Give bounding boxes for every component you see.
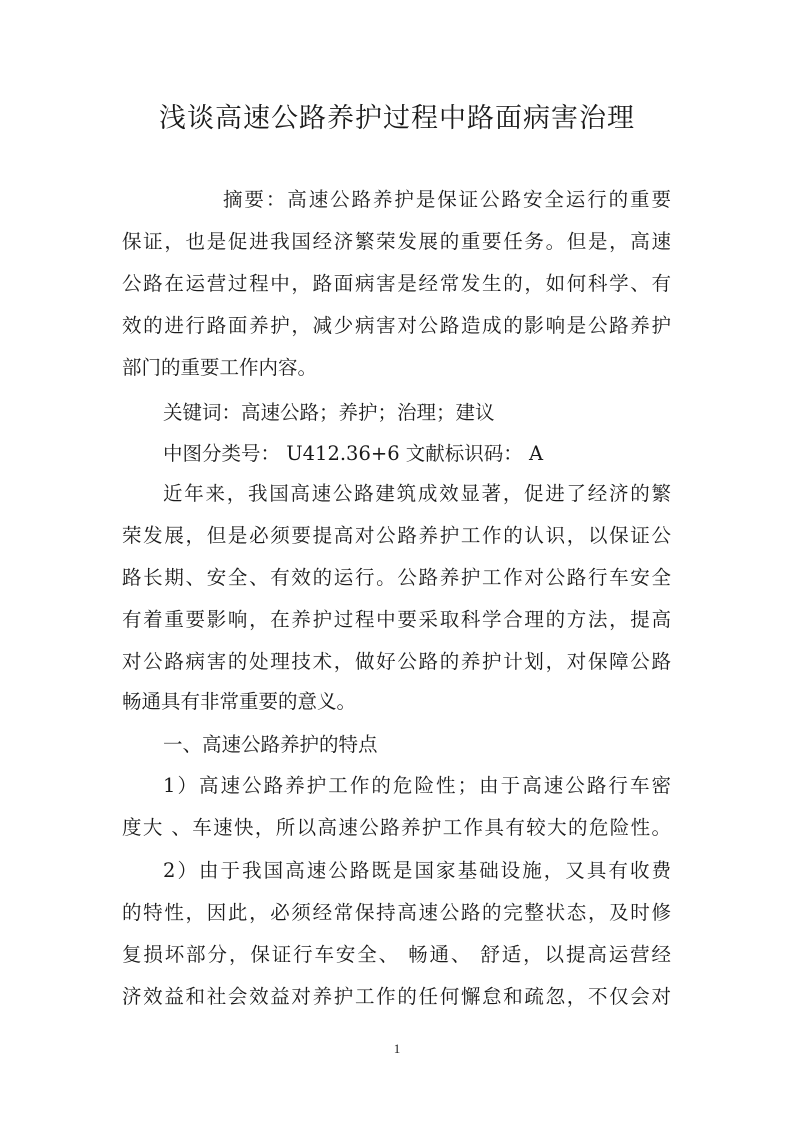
intro-line: 路长期、安全、有效的运行。公路养护工作对公路行车安全 (122, 566, 671, 589)
intro-line: 有着重要影响，在养护过程中要采取科学合理的方法，提高 (122, 608, 671, 631)
section-heading: 一、高速公路养护的特点 (163, 733, 378, 756)
abstract-line: 保证，也是促进我国经济繁荣发展的重要任务。但是，高速 (122, 230, 671, 253)
keywords-line: 关键词：高速公路；养护；治理；建议 (163, 401, 495, 424)
point-line: 2）由于我国高速公路既是国家基础设施，又具有收费 (163, 859, 671, 882)
abstract-line: 效的进行路面养护，减少病害对公路造成的影响是公路养护 (122, 314, 671, 337)
point-line: 的特性，因此，必须经常保持高速公路的完整状态，及时修 (122, 901, 671, 924)
intro-line: 畅通具有非常重要的意义。 (122, 690, 357, 713)
abstract-line: 摘要：高速公路养护是保证公路安全运行的重要 (223, 188, 671, 211)
intro-line: 对公路病害的处理技术，做好公路的养护计划，对保障公路 (122, 650, 671, 673)
intro-line: 近年来，我国高速公路建筑成效显著，促进了经济的繁 (163, 482, 671, 505)
abstract-line: 公路在运营过程中，路面病害是经常发生的，如何科学、有 (122, 272, 671, 295)
point-line: 济效益和社会效益对养护工作的任何懈怠和疏忽，不仅会对 (122, 985, 671, 1008)
intro-line: 荣发展，但是必须要提高对公路养护工作的认识，以保证公 (122, 524, 671, 547)
point-line: 度大 、车速快，所以高速公路养护工作具有较大的危险性。 (122, 816, 671, 839)
abstract-line: 部门的重要工作内容。 (122, 356, 318, 379)
page-number: 1 (393, 1041, 401, 1056)
classification-line: 中图分类号： U412.36+6 文献标识码： A (163, 442, 544, 465)
point-line: 复损坏部分，保证行车安全、 畅通、 舒适，以提高运营经 (122, 943, 671, 966)
point-line: 1）高速公路养护工作的危险性；由于高速公路行车密 (163, 774, 671, 797)
document-title: 浅谈高速公路养护过程中路面病害治理 (159, 103, 635, 134)
